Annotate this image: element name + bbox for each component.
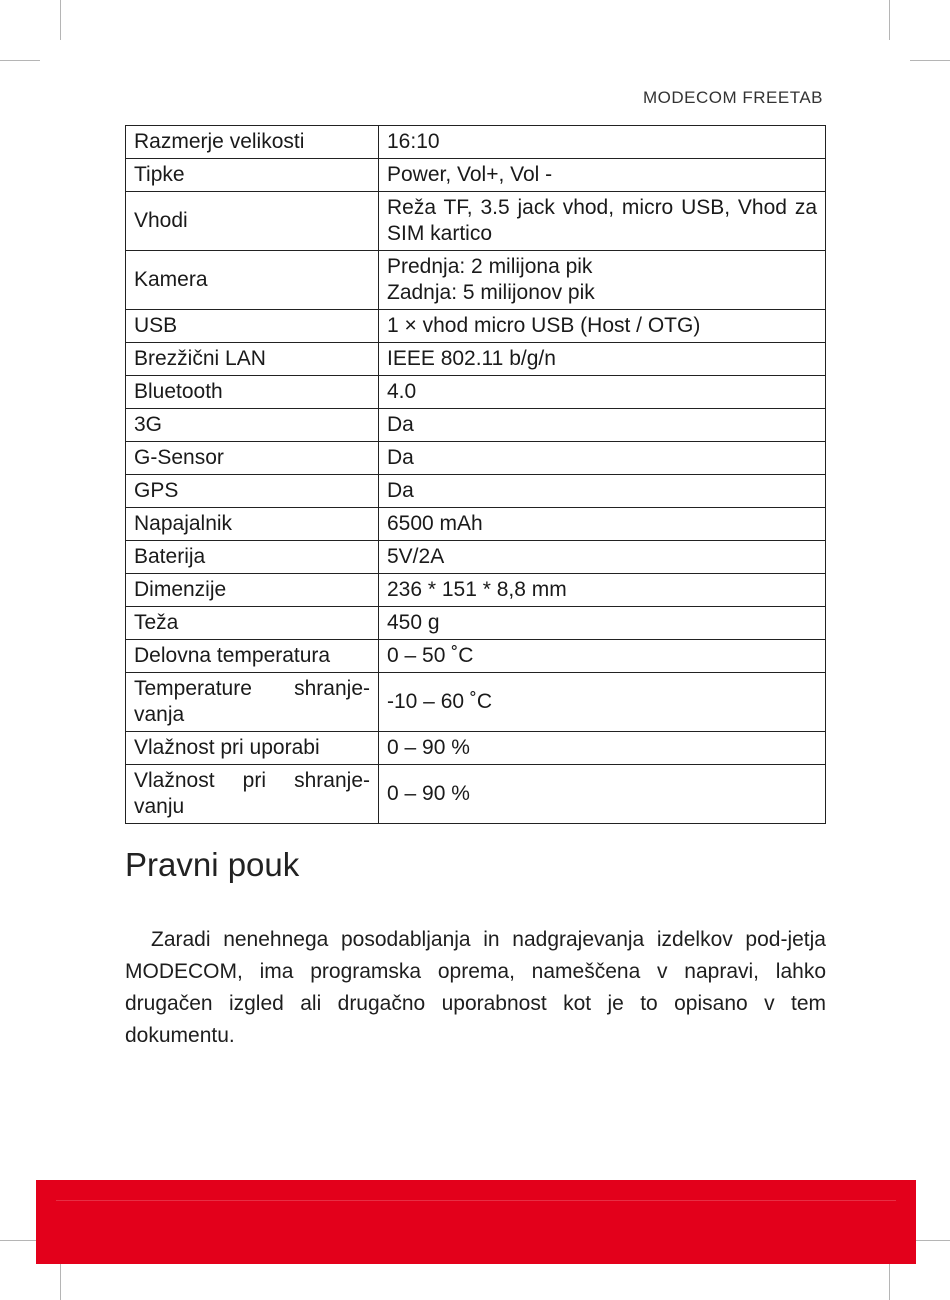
table-row	[126, 765, 826, 824]
crop-mark	[60, 0, 61, 40]
spec-label: Vhodi	[126, 192, 379, 251]
spec-label: G-Sensor	[126, 442, 379, 475]
table-row	[126, 640, 826, 673]
crop-mark	[0, 60, 40, 61]
legal-notice-text: Zaradi nenehnega posodabljanja in nadgrajevanja izdelkov pod-jetja MODECOM, ima programska oprema, nameščena v napravi, lahko drugačen izgled ali drugačno uporabnost kot je to opisano v tem dokumentu.	[125, 928, 826, 1047]
footer-highlight	[56, 1200, 896, 1201]
spec-label: Delovna temperatura	[126, 640, 379, 673]
spec-value-line: Zadnja: 5 milijonov pik	[387, 281, 595, 304]
spec-label: Brezžični LAN	[126, 343, 379, 376]
spec-value: Power, Vol+, Vol -	[379, 159, 826, 192]
spec-value: 0 – 90 %	[379, 765, 826, 824]
table-row	[126, 574, 826, 607]
section-title: Pravni pouk	[125, 846, 300, 883]
spec-value-line: Prednja: 2 milijona pik	[387, 255, 593, 278]
spec-label: USB	[126, 310, 379, 343]
crop-mark	[0, 1240, 40, 1241]
spec-label: Temperature shranje-vanja	[126, 673, 379, 732]
spec-label: Baterija	[126, 541, 379, 574]
table-row	[126, 442, 826, 475]
spec-value: 0 – 50 ˚C	[379, 640, 826, 673]
spec-label: Razmerje velikosti	[126, 126, 379, 159]
spec-value: Da	[379, 442, 826, 475]
spec-label: Vlažnost pri shranje-vanju	[126, 765, 379, 824]
table-row	[126, 126, 826, 159]
spec-label: Bluetooth	[126, 376, 379, 409]
spec-value: Da	[379, 409, 826, 442]
spec-label: Kamera	[126, 251, 379, 310]
spec-value: 0 – 90 %	[379, 732, 826, 765]
running-header: MODECOM FREETAB	[642, 88, 823, 107]
spec-value: 4.0	[379, 376, 826, 409]
spec-value: 5V/2A	[379, 541, 826, 574]
crop-mark	[910, 60, 950, 61]
spec-label: GPS	[126, 475, 379, 508]
spec-label: Teža	[126, 607, 379, 640]
spec-value: IEEE 802.11 b/g/n	[379, 343, 826, 376]
specifications-table	[125, 125, 826, 824]
spec-label: Tipke	[126, 159, 379, 192]
spec-value	[379, 251, 826, 310]
spec-value: Da	[379, 475, 826, 508]
table-row	[126, 673, 826, 732]
crop-mark	[60, 1262, 61, 1300]
legal-notice-paragraph	[125, 924, 826, 1052]
spec-value: 450 g	[379, 607, 826, 640]
crop-mark	[889, 1262, 890, 1300]
table-row	[126, 310, 826, 343]
footer-bar	[36, 1180, 916, 1264]
table-row	[126, 541, 826, 574]
spec-label: 3G	[126, 409, 379, 442]
spec-label: Vlažnost pri uporabi	[126, 732, 379, 765]
spec-value: 16:10	[379, 126, 826, 159]
spec-label: Napajalnik	[126, 508, 379, 541]
table-row	[126, 192, 826, 251]
table-row	[126, 508, 826, 541]
crop-mark	[889, 0, 890, 40]
table-row	[126, 251, 826, 310]
table-row	[126, 607, 826, 640]
table-row	[126, 409, 826, 442]
spec-value: 236 * 151 * 8,8 mm	[379, 574, 826, 607]
table-row	[126, 475, 826, 508]
spec-value: -10 – 60 ˚C	[379, 673, 826, 732]
table-row	[126, 376, 826, 409]
spec-label: Dimenzije	[126, 574, 379, 607]
spec-value: Reža TF, 3.5 jack vhod, micro USB, Vhod za SIM kartico	[379, 192, 826, 251]
spec-value: 1 × vhod micro USB (Host / OTG)	[379, 310, 826, 343]
table-row	[126, 159, 826, 192]
table-row	[126, 343, 826, 376]
spec-value: 6500 mAh	[379, 508, 826, 541]
crop-mark	[910, 1240, 950, 1241]
table-row	[126, 732, 826, 765]
